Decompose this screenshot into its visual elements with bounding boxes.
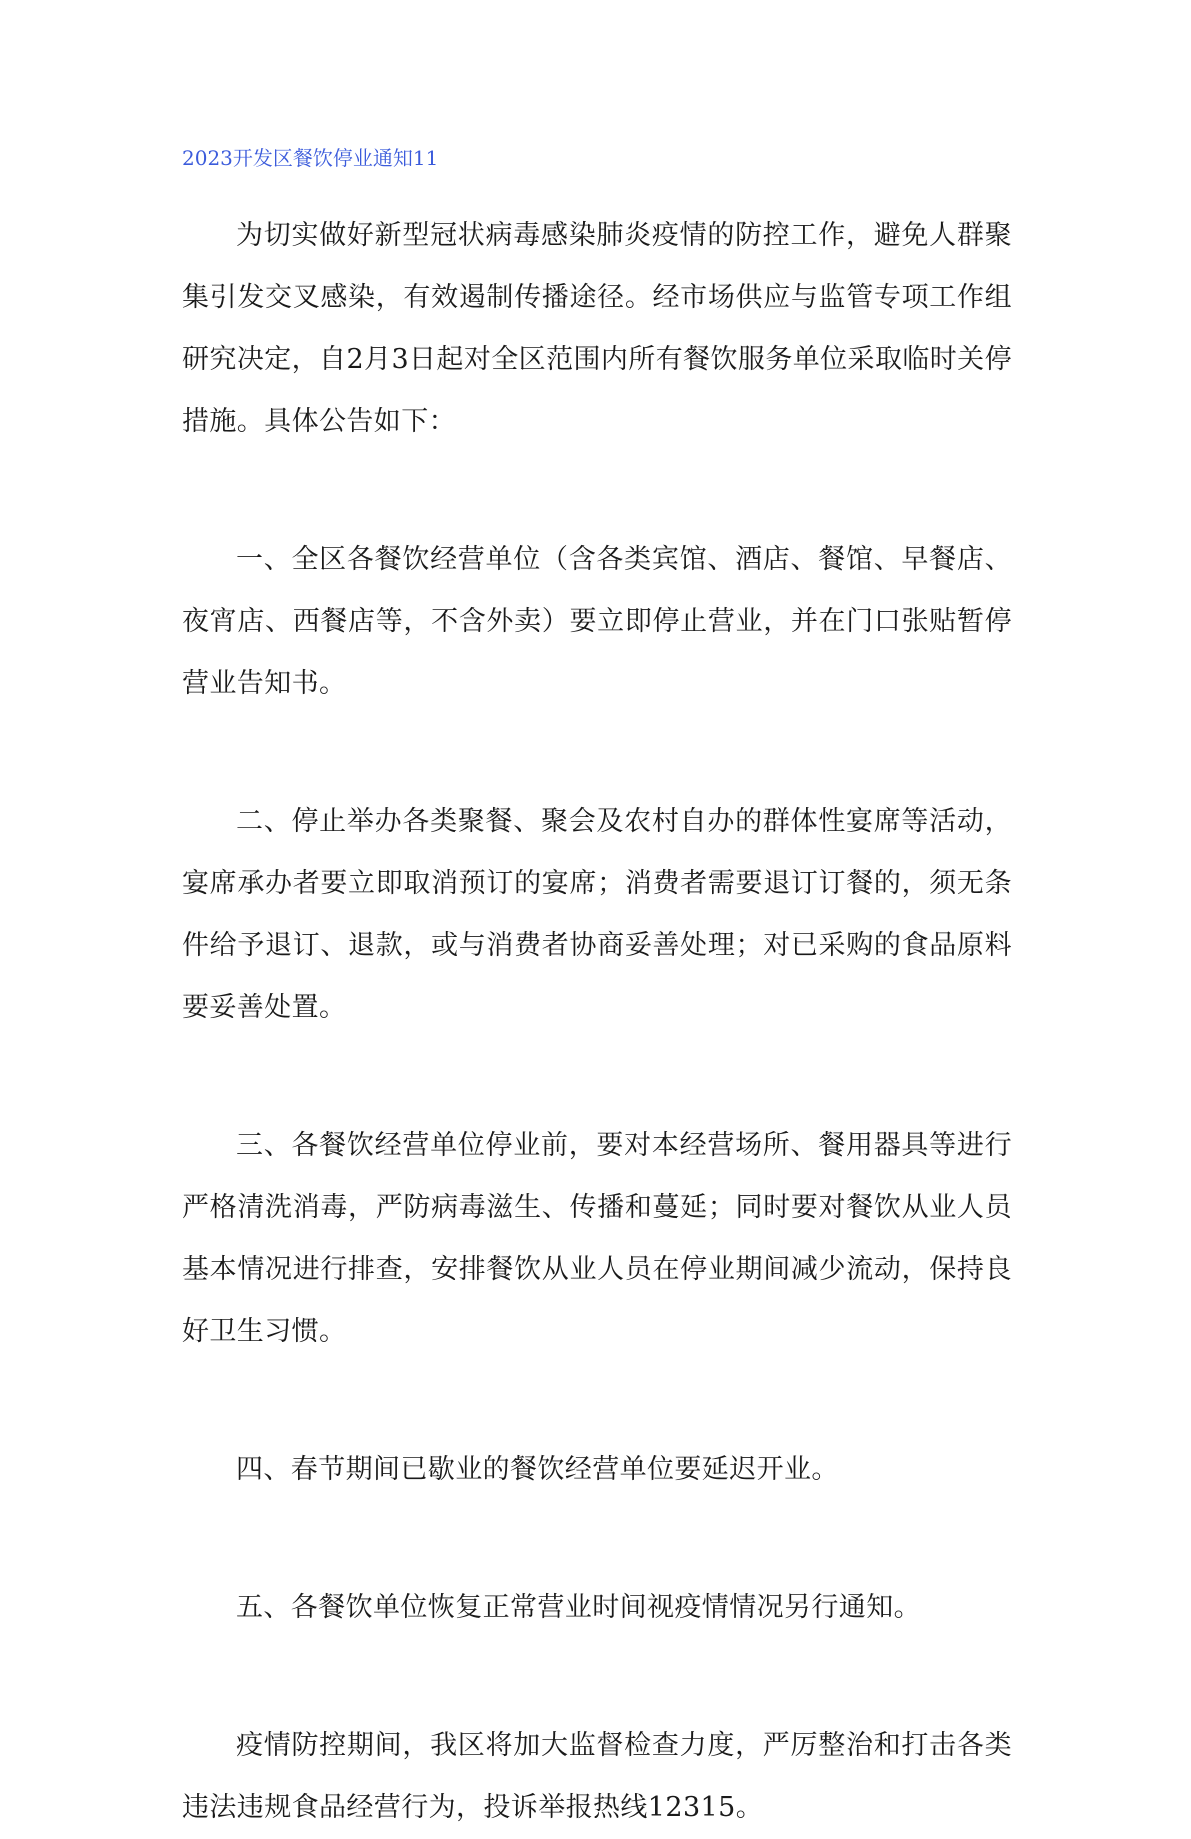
paragraph-item-1: 一、全区各餐饮经营单位（含各类宾馆、酒店、餐馆、早餐店、夜宵店、西餐店等，不含外卖）要立即停止营业，并在门口张贴暂停营业告知书。 [182,544,1012,699]
paragraph-item-4: 四、春节期间已歇业的餐饮经营单位要延迟开业。 [236,1454,839,1485]
paragraph-spacer [182,1039,1012,1115]
paragraph-item-3: 三、各餐饮经营单位停业前，要对本经营场所、餐用器具等进行严格清洗消毒，严防病毒滋生、传播和蔓延；同时要对餐饮从业人员基本情况进行排查，安排餐饮从业人员在停业期间减少流动，保持良好卫生习惯。 [182,1130,1012,1347]
paragraph-spacer [182,1363,1012,1439]
document-body [182,205,1012,1839]
paragraph-closing: 疫情防控期间，我区将加大监督检查力度，严厉整治和打击各类违法违规食品经营行为，投诉举报热线12315。 [182,1730,1012,1823]
paragraph-spacer [182,1639,1012,1715]
paragraph-item-5: 五、各餐饮单位恢复正常营业时间视疫情情况另行通知。 [236,1592,921,1623]
paragraph-spacer [182,1501,1012,1577]
paragraph-intro: 为切实做好新型冠状病毒感染肺炎疫情的防控工作，避免人群聚集引发交叉感染，有效遏制传播途径。经市场供应与监管专项工作组研究决定，自2月3日起对全区范围内所有餐饮服务单位采取临时关停措施。具体公告如下： [182,220,1012,437]
document-title: 2023开发区餐饮停业通知11 [182,146,439,170]
paragraph-spacer [182,715,1012,791]
paragraph-item-2: 二、停止举办各类聚餐、聚会及农村自办的群体性宴席等活动，宴席承办者要立即取消预订的宴席；消费者需要退订订餐的，须无条件给予退订、退款，或与消费者协商妥善处理；对已采购的食品原料要妥善处置。 [182,806,1012,1023]
paragraph-spacer [182,453,1012,529]
